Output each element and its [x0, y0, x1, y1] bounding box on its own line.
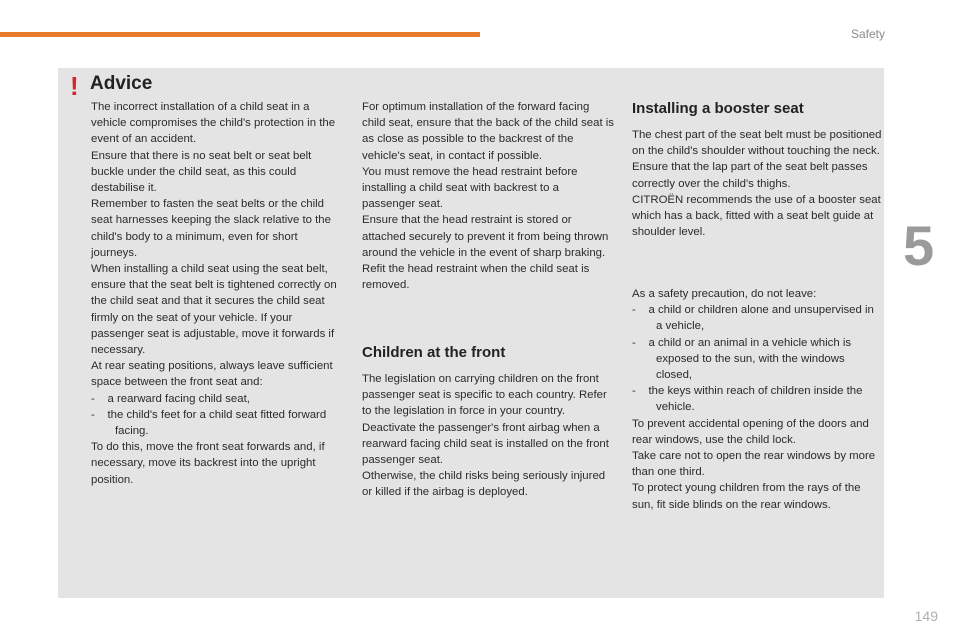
- warning-exclamation-icon: !: [70, 71, 79, 101]
- booster-seat-section: [632, 100, 882, 240]
- paragraph: For optimum installation of the forward facing child seat, ensure that the back of the child seat is as close as possible to the backrest of the vehicle's seat, in contact if possible.: [362, 101, 615, 162]
- paragraph: To do this, move the front seat forwards and, if necessary, move its backrest into the upright position.: [91, 441, 325, 486]
- header-accent-bar: [0, 32, 480, 37]
- list-item: - a child or an animal in a vehicle which is exposed to the sun, with the windows closed,: [632, 336, 852, 382]
- children-front-section: [362, 344, 614, 501]
- paragraph: Ensure that there is no seat belt or seat belt buckle under the child seat, as this could destabilise it.: [91, 149, 312, 195]
- paragraph: You must remove the head restraint before installing a child seat with backrest to a passenger seat.: [362, 165, 578, 211]
- advice-column-2: [362, 99, 614, 293]
- booster-seat-heading: Installing a booster seat: [632, 100, 804, 117]
- list-item: - the child's feet for a child seat fitted forward facing.: [91, 408, 327, 438]
- safety-precaution-section: [632, 286, 882, 513]
- paragraph: The legislation on carrying children on the front passenger seat is specific to each country. Refer to the legislation in force in your country.: [362, 373, 607, 418]
- paragraph: The incorrect installation of a child seat in a vehicle compromises the child's protection in the event of an accident.: [91, 101, 336, 146]
- paragraph: To prevent accidental opening of the doors and rear windows, use the child lock.: [632, 417, 869, 446]
- paragraph: Deactivate the passenger's front airbag when a rearward facing child seat is installed on the front passenger seat.: [362, 421, 609, 467]
- paragraph: Ensure that the head restraint is stored or attached securely to prevent it from being thrown around the vehicle in the event of sharp braking. Refit the head restraint when the child seat is removed.: [362, 214, 609, 292]
- advice-heading: Advice: [90, 73, 153, 94]
- paragraph: When installing a child seat using the seat belt, ensure that the seat belt is tightened correctly on the child seat and that it secures the child seat firmly on the seat of your vehicle. If your passenger seat is adjustable, move it forwards if necessary.: [91, 263, 337, 357]
- paragraph: CITROËN recommends the use of a booster seat which has a back, fitted with a seat belt guide at shoulder level.: [632, 193, 881, 239]
- list-item: - a child or children alone and unsupervised in a vehicle,: [632, 304, 874, 333]
- children-front-heading: Children at the front: [362, 344, 506, 361]
- paragraph: As a safety precaution, do not leave:: [632, 288, 817, 300]
- list-item: - the keys within reach of children inside the vehicle.: [632, 385, 863, 414]
- paragraph: To protect young children from the rays of the sun, fit side blinds on the rear windows.: [632, 482, 861, 511]
- list-item: - a rearward facing child seat,: [91, 392, 250, 405]
- paragraph: Remember to fasten the seat belts or the child seat harnesses keeping the slack relative to the child's body to a minimum, even for short journeys.: [91, 198, 331, 259]
- chapter-number: 5: [903, 214, 935, 277]
- paragraph: The chest part of the seat belt must be positioned on the child's shoulder without touching the neck.: [632, 129, 882, 158]
- paragraph: Ensure that the lap part of the seat belt passes correctly over the child's thighs.: [632, 161, 868, 190]
- advice-column-1: [91, 99, 341, 488]
- paragraph: At rear seating positions, always leave sufficient space between the front seat and:: [91, 360, 333, 389]
- paragraph: Otherwise, the child risks being seriously injured or killed if the airbag is deployed.: [362, 470, 606, 499]
- paragraph: Take care not to open the rear windows by more than one third.: [632, 450, 876, 479]
- page-number: 149: [914, 608, 938, 624]
- section-title: Safety: [850, 27, 885, 41]
